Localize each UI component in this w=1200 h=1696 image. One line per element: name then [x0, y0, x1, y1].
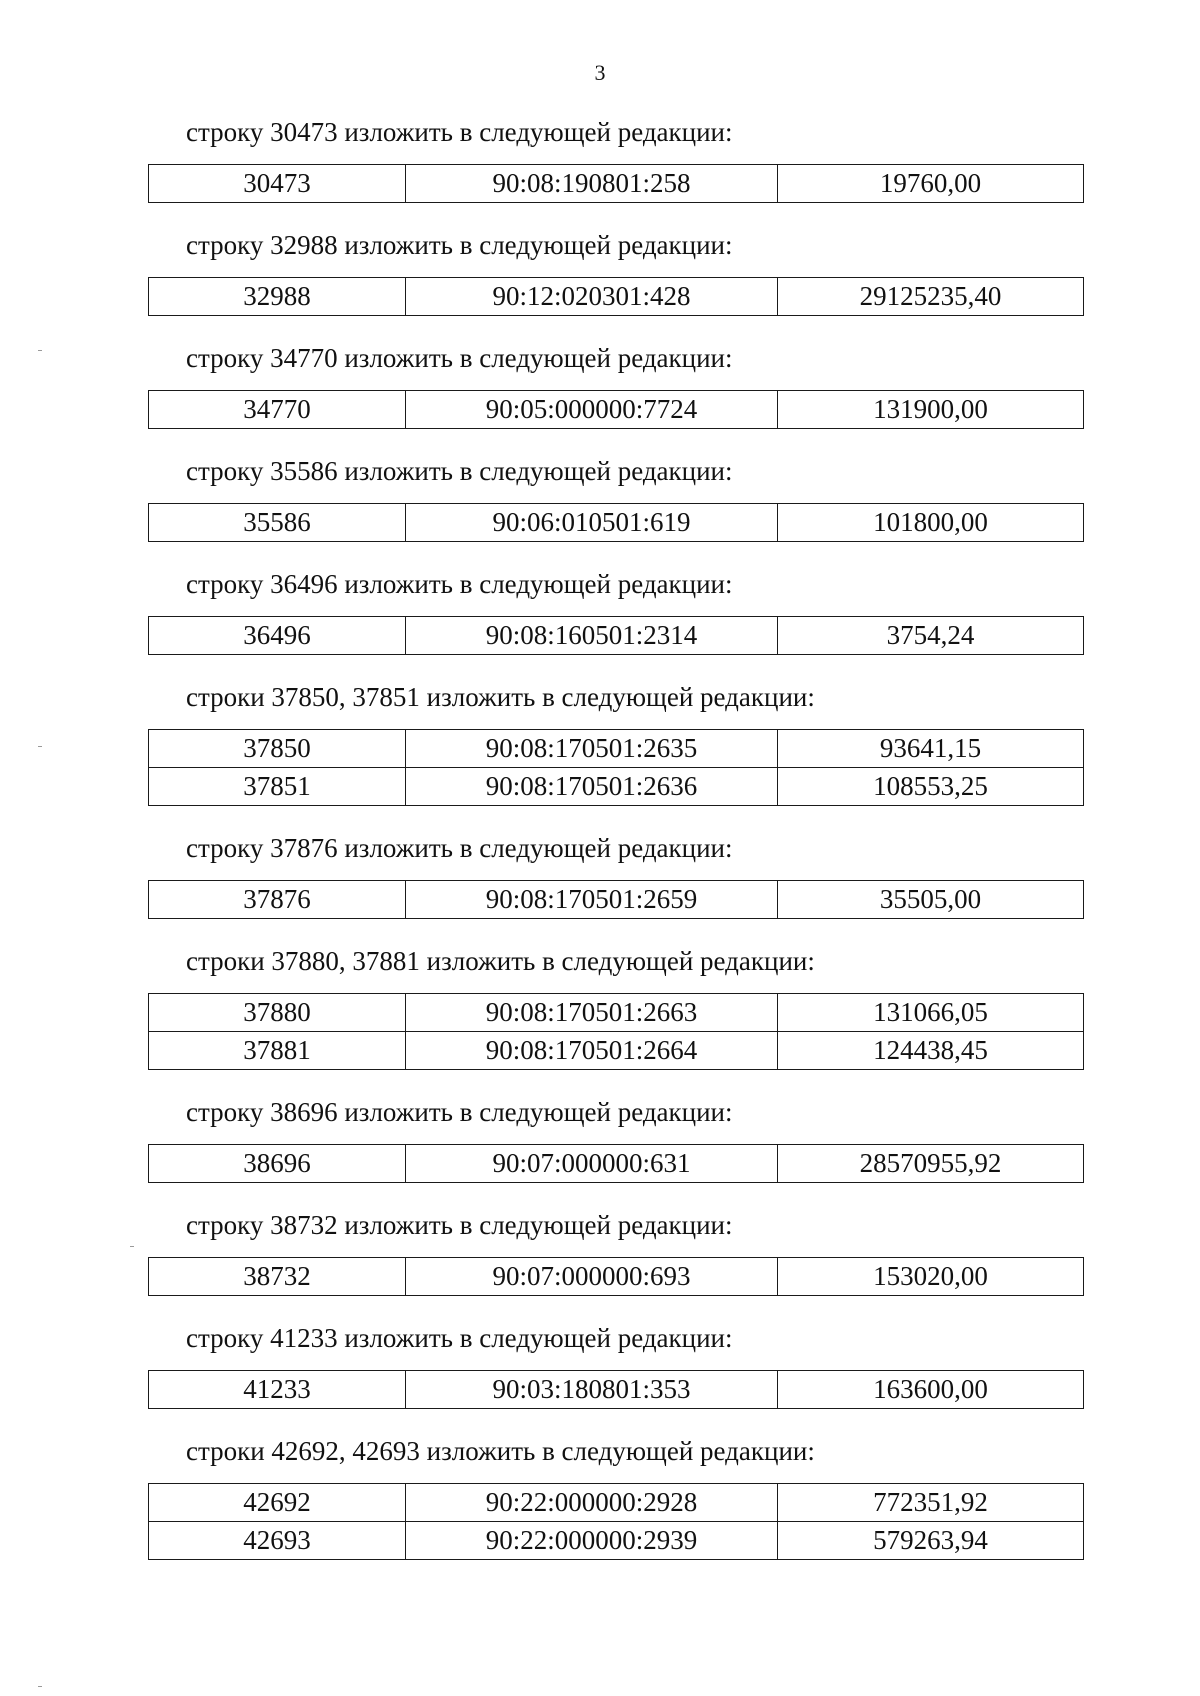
cadastral-number-cell: 90:07:000000:693: [406, 1258, 778, 1296]
amendment-table: [148, 616, 1084, 655]
value-cell: 131900,00: [778, 391, 1084, 429]
row-number-cell: 35586: [149, 504, 406, 542]
value-cell: 108553,25: [778, 768, 1084, 806]
amendment-table: [148, 993, 1084, 1070]
amendment-instruction: строки 37880, 37881 изложить в следующей редакции:: [186, 946, 815, 976]
cadastral-number-cell: 90:22:000000:2939: [406, 1522, 778, 1560]
amendment-table: [148, 503, 1084, 542]
table-row: [149, 617, 1084, 655]
value-cell: 163600,00: [778, 1371, 1084, 1409]
amendment-table: [148, 1257, 1084, 1296]
table-row: [149, 1484, 1084, 1522]
value-cell: 28570955,92: [778, 1145, 1084, 1183]
table-row: [149, 1522, 1084, 1560]
amendment-instruction: строку 35586 изложить в следующей редакции:: [186, 456, 733, 486]
table-row: [149, 730, 1084, 768]
row-number-cell: 42692: [149, 1484, 406, 1522]
table-row: [149, 278, 1084, 316]
value-cell: 131066,05: [778, 994, 1084, 1032]
value-cell: 153020,00: [778, 1258, 1084, 1296]
row-number-cell: 32988: [149, 278, 406, 316]
scan-mark: [38, 350, 42, 351]
cadastral-number-cell: 90:08:170501:2636: [406, 768, 778, 806]
cadastral-number-cell: 90:08:170501:2659: [406, 881, 778, 919]
table-row: [149, 1032, 1084, 1070]
value-cell: 579263,94: [778, 1522, 1084, 1560]
table-row: [149, 1258, 1084, 1296]
value-cell: 19760,00: [778, 165, 1084, 203]
amendment-block: [148, 112, 1083, 203]
amendment-table: [148, 277, 1084, 316]
amendment-block: [148, 941, 1083, 1070]
row-number-cell: 37881: [149, 1032, 406, 1070]
table-row: [149, 165, 1084, 203]
value-cell: 772351,92: [778, 1484, 1084, 1522]
row-number-cell: 36496: [149, 617, 406, 655]
cadastral-number-cell: 90:07:000000:631: [406, 1145, 778, 1183]
amendment-instruction: строку 30473 изложить в следующей редакции:: [186, 117, 733, 147]
cadastral-number-cell: 90:05:000000:7724: [406, 391, 778, 429]
table-row: [149, 881, 1084, 919]
scan-mark: [38, 746, 42, 747]
amendment-table: [148, 164, 1084, 203]
row-number-cell: 37851: [149, 768, 406, 806]
table-row: [149, 1145, 1084, 1183]
amendment-table: [148, 1144, 1084, 1183]
amendment-block: [148, 564, 1083, 655]
cadastral-number-cell: 90:08:160501:2314: [406, 617, 778, 655]
amendment-block: [148, 1318, 1083, 1409]
value-cell: 35505,00: [778, 881, 1084, 919]
amendment-instruction: строки 37850, 37851 изложить в следующей редакции:: [186, 682, 815, 712]
row-number-cell: 38732: [149, 1258, 406, 1296]
table-row: [149, 1371, 1084, 1409]
value-cell: 124438,45: [778, 1032, 1084, 1070]
amendment-instruction: строку 37876 изложить в следующей редакции:: [186, 833, 733, 863]
amendment-instruction: строку 38732 изложить в следующей редакции:: [186, 1210, 733, 1240]
amendment-block: [148, 1431, 1083, 1560]
amendment-instruction: строку 41233 изложить в следующей редакции:: [186, 1323, 733, 1353]
row-number-cell: 37876: [149, 881, 406, 919]
page-number: 3: [594, 60, 606, 85]
value-cell: 101800,00: [778, 504, 1084, 542]
cadastral-number-cell: 90:03:180801:353: [406, 1371, 778, 1409]
cadastral-number-cell: 90:06:010501:619: [406, 504, 778, 542]
amendment-table: [148, 390, 1084, 429]
cadastral-number-cell: 90:08:190801:258: [406, 165, 778, 203]
amendment-instruction: строку 36496 изложить в следующей редакции:: [186, 569, 733, 599]
amendment-block: [148, 338, 1083, 429]
row-number-cell: 41233: [149, 1371, 406, 1409]
amendment-block: [148, 225, 1083, 316]
value-cell: 29125235,40: [778, 278, 1084, 316]
scan-mark: [38, 1686, 42, 1687]
cadastral-number-cell: 90:08:170501:2663: [406, 994, 778, 1032]
row-number-cell: 34770: [149, 391, 406, 429]
row-number-cell: 38696: [149, 1145, 406, 1183]
amendment-block: [148, 1092, 1083, 1183]
amendment-block: [148, 677, 1083, 806]
cadastral-number-cell: 90:22:000000:2928: [406, 1484, 778, 1522]
amendment-block: [148, 828, 1083, 919]
amendment-table: [148, 1483, 1084, 1560]
table-row: [149, 768, 1084, 806]
amendment-table: [148, 729, 1084, 806]
table-row: [149, 994, 1084, 1032]
amendment-block: [148, 451, 1083, 542]
cadastral-number-cell: 90:08:170501:2635: [406, 730, 778, 768]
amendment-table: [148, 1370, 1084, 1409]
amendment-block: [148, 1205, 1083, 1296]
scan-mark: [130, 1246, 134, 1247]
amendment-instruction: строку 32988 изложить в следующей редакции:: [186, 230, 733, 260]
cadastral-number-cell: 90:12:020301:428: [406, 278, 778, 316]
row-number-cell: 42693: [149, 1522, 406, 1560]
value-cell: 93641,15: [778, 730, 1084, 768]
amendment-instruction: строки 42692, 42693 изложить в следующей редакции:: [186, 1436, 815, 1466]
table-row: [149, 391, 1084, 429]
amendment-table: [148, 880, 1084, 919]
row-number-cell: 30473: [149, 165, 406, 203]
row-number-cell: 37880: [149, 994, 406, 1032]
value-cell: 3754,24: [778, 617, 1084, 655]
amendment-list: [148, 112, 1083, 1582]
amendment-instruction: строку 34770 изложить в следующей редакции:: [186, 343, 733, 373]
table-row: [149, 504, 1084, 542]
amendment-instruction: строку 38696 изложить в следующей редакции:: [186, 1097, 733, 1127]
row-number-cell: 37850: [149, 730, 406, 768]
cadastral-number-cell: 90:08:170501:2664: [406, 1032, 778, 1070]
